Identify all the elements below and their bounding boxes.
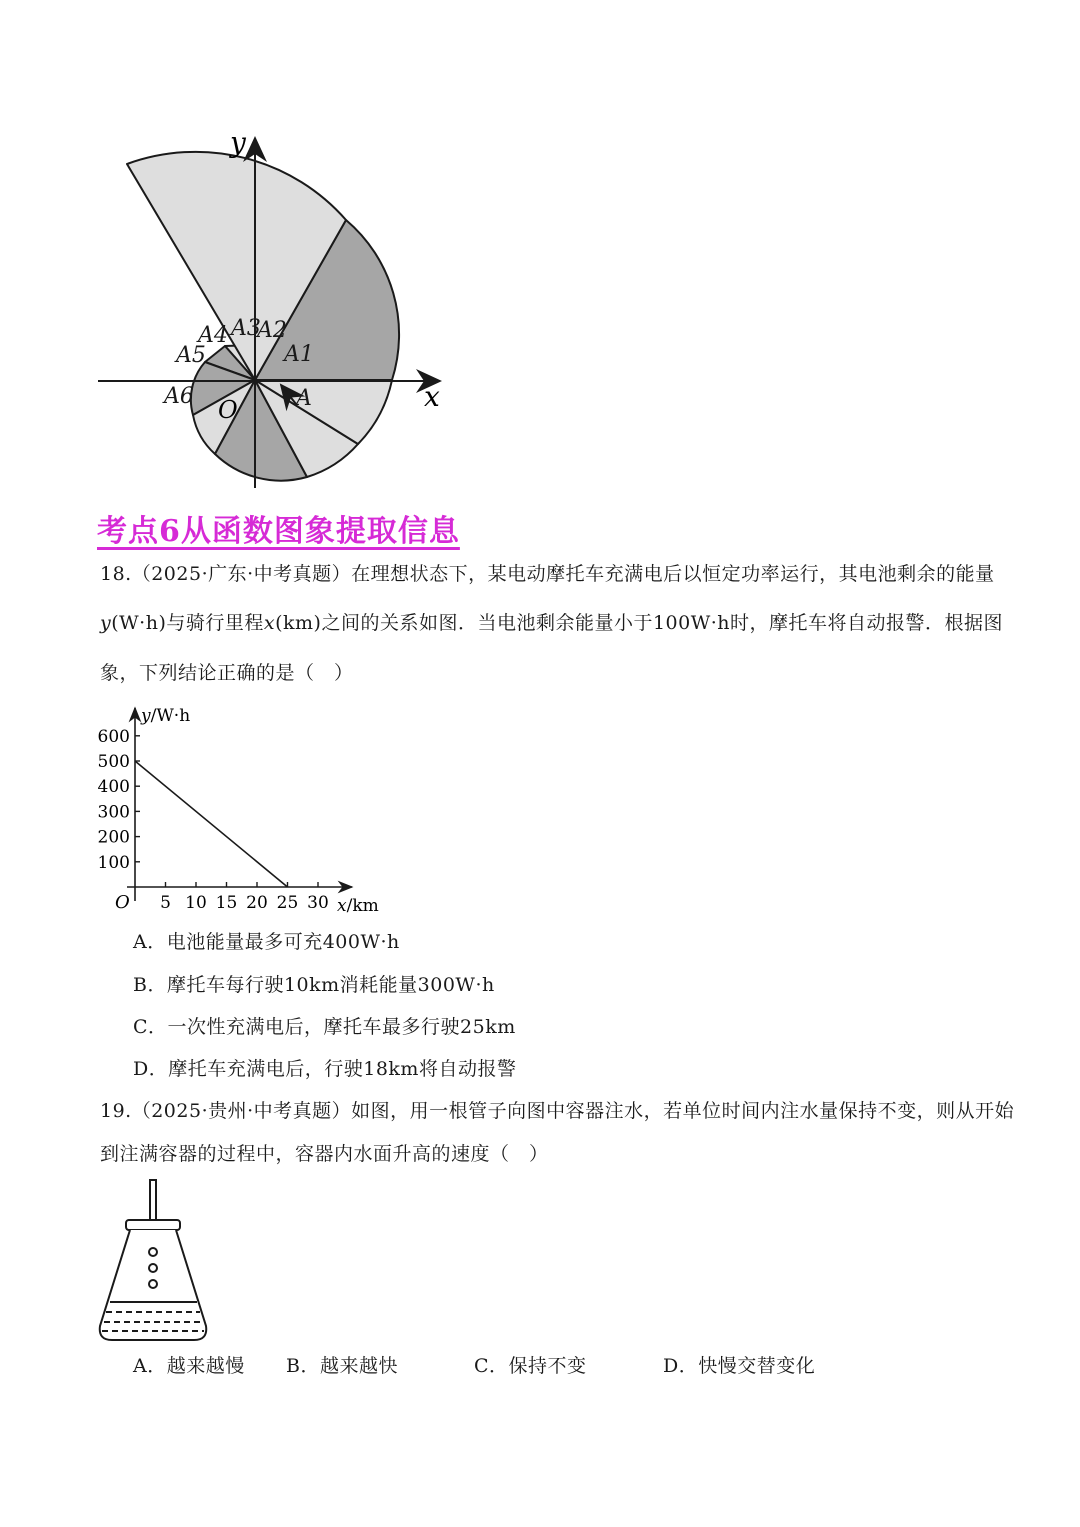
x-tick-label: 15 — [215, 893, 238, 913]
label-a2: A2 — [257, 318, 287, 343]
q19-option-c[interactable]: C．保持不变 — [474, 1355, 587, 1377]
y-tick-label: 600 — [97, 726, 130, 747]
y-tick-label: 100 — [97, 852, 130, 873]
q18-var-y: y — [100, 612, 112, 634]
q19-option-d[interactable]: D．快慢交替变化 — [663, 1355, 816, 1377]
q18-line3: 象，下列结论正确的是（ ） — [100, 662, 354, 684]
q18-unit-x: (km) — [275, 612, 322, 634]
chart-origin-label: O — [115, 892, 130, 913]
x-tick-label: 20 — [246, 893, 268, 913]
flask-body — [100, 1230, 207, 1340]
x-tick-label: 30 — [307, 893, 329, 913]
q19-line1: 19.（2025·贵州·中考真题）如图，用一根管子向图中容器注水，若单位时间内注水量保持不变，则从开始 — [100, 1100, 1015, 1122]
q19-option-b[interactable]: B．越来越快 — [286, 1355, 398, 1377]
q18-unit-y: (W·h) — [111, 612, 167, 634]
x-tick-label: 10 — [185, 893, 207, 913]
label-a: A — [296, 386, 312, 411]
q19-line2: 到注满容器的过程中，容器内水面升高的速度（ ） — [100, 1143, 549, 1165]
q18-rest: 之间的关系如图．当电池剩余能量小于100W·h时，摩托车将自动报警．根据图 — [321, 612, 1004, 634]
axis-x-label: x — [424, 380, 440, 413]
q19-option-a[interactable]: A．越来越慢 — [133, 1355, 245, 1377]
q18-line1: 18.（2025·广东·中考真题）在理想状态下，某电动摩托车充满电后以恒定功率运行，其电池剩余的能量 — [100, 563, 995, 585]
q18-option-d[interactable]: D．摩托车充满电后，行驶18km将自动报警 — [133, 1058, 517, 1080]
label-a3: A3 — [231, 316, 261, 341]
axis-y-label: y — [230, 126, 246, 159]
q18-option-a[interactable]: A．电池能量最多可充400W·h — [133, 931, 400, 953]
y-tick-label: 300 — [97, 802, 130, 823]
chart-y-axis-label: y/W·h — [141, 706, 191, 726]
q18-option-b[interactable]: B．摩托车每行驶10km消耗能量300W·h — [133, 974, 495, 996]
flask-figure — [90, 1170, 220, 1350]
q18-var-x: x — [263, 612, 276, 634]
energy-mileage-chart — [90, 700, 400, 918]
x-tick-label: 25 — [276, 893, 299, 913]
q18-mid: 与骑行里程 — [166, 612, 264, 634]
q18-line2 — [100, 614, 1003, 633]
origin-label: O — [218, 396, 238, 424]
series-line — [135, 761, 288, 887]
label-a1: A1 — [284, 342, 314, 367]
y-tick-label: 500 — [97, 752, 130, 772]
label-a4: A4 — [198, 323, 228, 348]
q18-option-c[interactable]: C．一次性充满电后，摩托车最多行驶25km — [133, 1016, 516, 1038]
x-tick-label: 5 — [160, 893, 171, 913]
y-tick-label: 400 — [97, 777, 130, 798]
label-a5: A5 — [176, 343, 206, 368]
flask-rim — [126, 1220, 180, 1230]
chart-x-axis-label: x/km — [337, 896, 379, 916]
y-tick-label: 200 — [97, 827, 130, 848]
section-heading: 考点6从函数图象提取信息 — [97, 514, 460, 549]
filling-tube — [150, 1180, 156, 1222]
spiral-figure — [0, 0, 520, 500]
label-a6: A6 — [164, 384, 194, 409]
